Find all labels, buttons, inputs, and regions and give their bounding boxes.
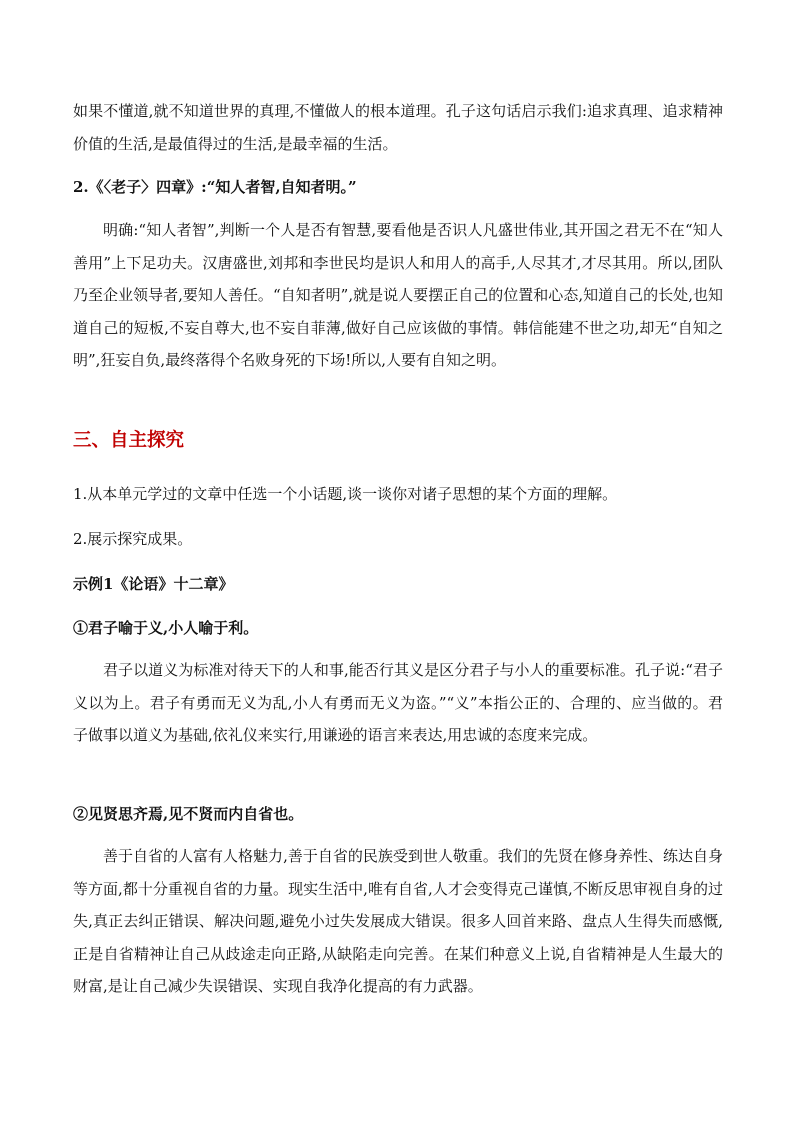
task-2: 2.展示探究成果。 — [73, 530, 193, 548]
section-3-heading: 三、自主探究 — [73, 430, 185, 451]
junzi-paragraph: 君子以道义为标准对待天下的人和事,能否行其义是区分君子与小人的重要标准。孔子说:“君子义以为上。君子有勇而无义为乱,小人有勇而无义为盗。”“义”本指公正的、合理的、应当做的。君子做事以道义为基础,依礼仪来实行,用谦逊的语言来表达,用忠诚的态度来完成。 — [73, 661, 723, 744]
intro-paragraph: 如果不懂道,就不知道世界的真理,不懂做人的根本道理。孔子这句话启示我们:追求真理、追求精神价值的生活,是最值得过的生活,是最幸福的生活。 — [73, 102, 723, 153]
quote-2: ②见贤思齐焉,见不贤而内自省也。 — [73, 805, 304, 823]
item-2-title: 2.《〈老子〉四章》:“知人者智,自知者明。” — [73, 178, 357, 196]
example-1-title: 示例1《论语》十二章》 — [73, 575, 234, 593]
zixing-paragraph: 善于自省的人富有人格魅力,善于自省的民族受到世人敬重。我们的先贤在修身养性、练达自身等方面,都十分重视自省的力量。现实生活中,唯有自省,人才会变得克己谨慎,不断反思审视自身的过失,真正去纠正错误、解决问题,避免小过失发展成大错误。很多人回首来路、盘点人生得失而感慨,正是自省精神让自己从歧途走向正路,从缺陷走向完善。在某们种意义上说,自省精神是人生最大的财富,是让自己减少失误错误、实现自我净化提高的有力武器。 — [73, 847, 723, 995]
task-1: 1.从本单元学过的文章中任选一个小话题,谈一谈你对诸子思想的某个方面的理解。 — [73, 485, 618, 503]
mingque-paragraph: 明确:“知人者智”,判断一个人是否有智慧,要看他是否识人凡盛世伟业,其开国之君无不在“知人善用”上下足功夫。汉唐盛世,刘邦和李世民均是识人和用人的高手,人尽其才,才尽其用。所以,团队乃至企业领导者,要知人善任。“自知者明”,就是说人要摆正自己的位置和心态,知道自己的长处,也知道自己的短板,不妄自尊大,也不妄自菲薄,做好自己应该做的事情。韩信能建不世之功,却无“自知之明”,狂妄自负,最终落得个名败身死的下场!所以,人要有自知之明。 — [73, 221, 723, 369]
quote-1: ①君子喻于义,小人喻于利。 — [73, 619, 259, 637]
